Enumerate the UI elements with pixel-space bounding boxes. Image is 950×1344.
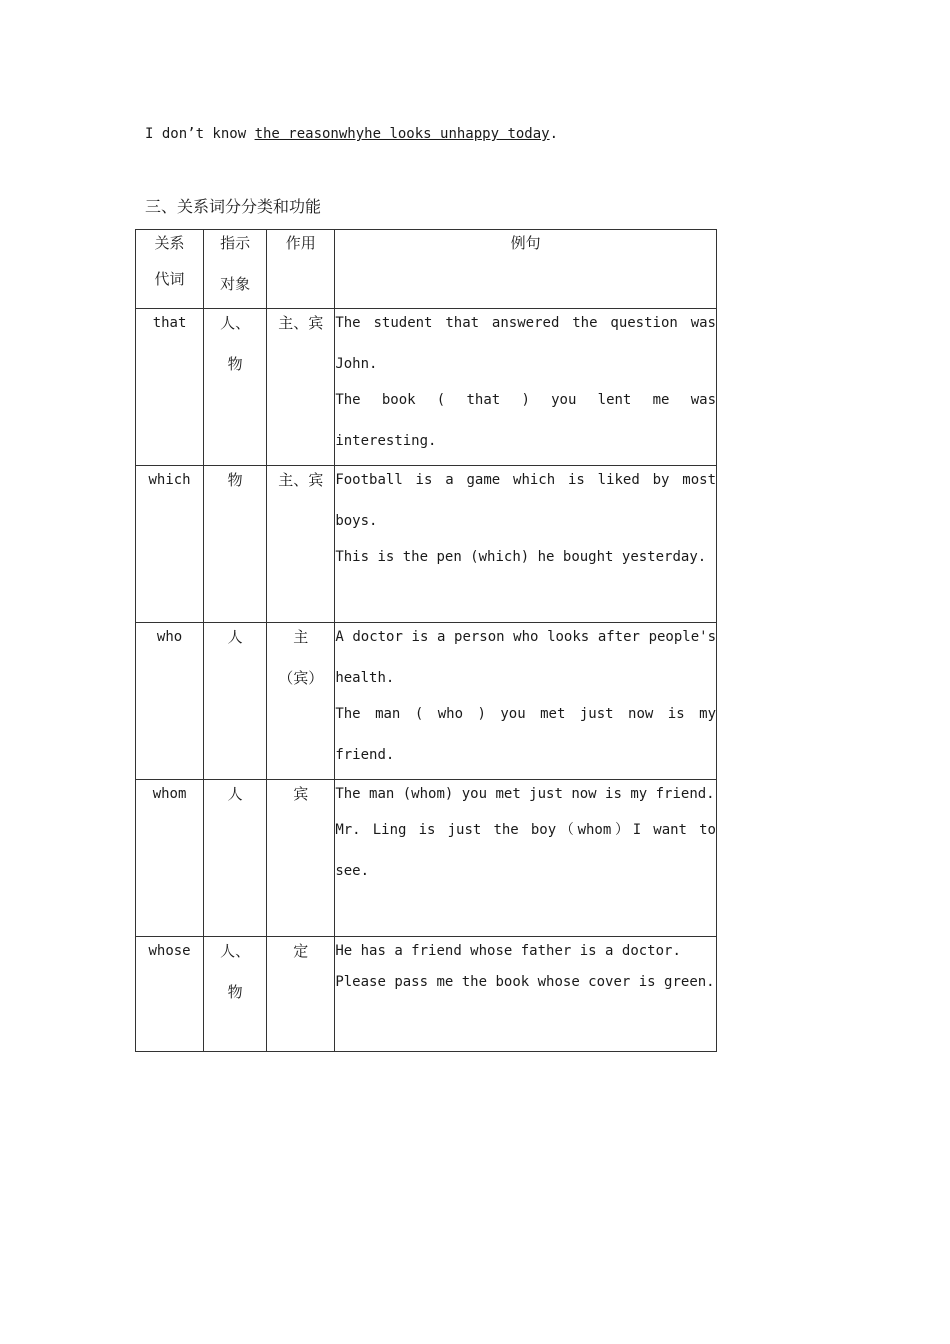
table-row	[136, 937, 717, 1052]
pronoun-cell: which	[136, 466, 204, 623]
header-function	[267, 230, 335, 309]
example-sentence-2: Mr. Ling is just the boy（whom）I want to see.	[335, 822, 716, 879]
example-sentence-1: The student that answered the question was John.	[335, 315, 716, 372]
header-example	[335, 230, 717, 309]
pronoun-cell: that	[136, 309, 204, 466]
example-sentence-2: The man ( who ) you met just now is my friend.	[335, 706, 716, 763]
target-line1: 物	[227, 471, 243, 489]
function-cell	[267, 466, 335, 623]
target-cell	[204, 937, 267, 1052]
target-line1: 人	[227, 628, 243, 646]
relative-pronoun-table	[135, 229, 717, 1052]
target-line1: 人、	[220, 942, 251, 960]
target-line2: 物	[227, 983, 243, 1001]
example-sentence-2: The book ( that ) you lent me was interesting.	[335, 392, 716, 449]
function-cell	[267, 937, 335, 1052]
target-cell	[204, 309, 267, 466]
function-line2: （宾）	[278, 669, 324, 687]
target-cell	[204, 466, 267, 623]
header-col4: 例句	[510, 234, 541, 252]
example-sentence-1: Football is a game which is liked by most boys.	[335, 472, 716, 529]
pronoun-cell: whose	[136, 937, 204, 1052]
header-relative-pronoun	[136, 230, 204, 309]
pronoun-cell: who	[136, 623, 204, 780]
intro-sentence	[145, 126, 558, 142]
pronoun-cell: whom	[136, 780, 204, 937]
header-col1-line1: 关系	[154, 234, 185, 252]
function-cell	[267, 623, 335, 780]
table-row	[136, 780, 717, 937]
example-sentence-1: He has a friend whose father is a doctor.	[335, 943, 681, 959]
example-cell	[335, 466, 717, 623]
intro-suffix: .	[549, 126, 559, 142]
header-col1-line2: 代词	[154, 270, 185, 288]
function-line1: 主	[293, 628, 309, 646]
section-title: 三、关系词分分类和功能	[145, 197, 322, 216]
table-header-row	[136, 230, 717, 309]
example-sentence-2: Please pass me the book whose cover is green.	[335, 974, 715, 990]
header-col3: 作用	[285, 234, 316, 252]
table-row	[136, 623, 717, 780]
example-cell	[335, 623, 717, 780]
function-line1: 主、宾	[278, 314, 324, 332]
function-line1: 宾	[293, 785, 309, 803]
example-cell	[335, 780, 717, 937]
target-cell	[204, 780, 267, 937]
example-cell	[335, 937, 717, 1052]
table-row	[136, 309, 717, 466]
function-cell	[267, 780, 335, 937]
function-line1: 定	[293, 942, 309, 960]
header-col2-line2: 对象	[220, 275, 251, 293]
example-sentence-1: The man (whom) you met just now is my friend.	[335, 786, 715, 802]
target-cell	[204, 623, 267, 780]
example-sentence-2: This is the pen (which) he bought yesterday.	[335, 549, 707, 565]
function-cell	[267, 309, 335, 466]
table-row	[136, 466, 717, 623]
target-line1: 人	[227, 785, 243, 803]
intro-prefix: I don’t know	[145, 126, 255, 142]
example-sentence-1: A doctor is a person who looks after people's health.	[335, 629, 716, 686]
target-line1: 人、	[220, 314, 251, 332]
function-line1: 主、宾	[278, 471, 324, 489]
target-line2: 物	[227, 355, 243, 373]
intro-underlined-clause: the reasonwhyhe looks unhappy today	[254, 126, 550, 142]
header-col2-line1: 指示	[220, 234, 251, 252]
header-target	[204, 230, 267, 309]
example-cell	[335, 309, 717, 466]
